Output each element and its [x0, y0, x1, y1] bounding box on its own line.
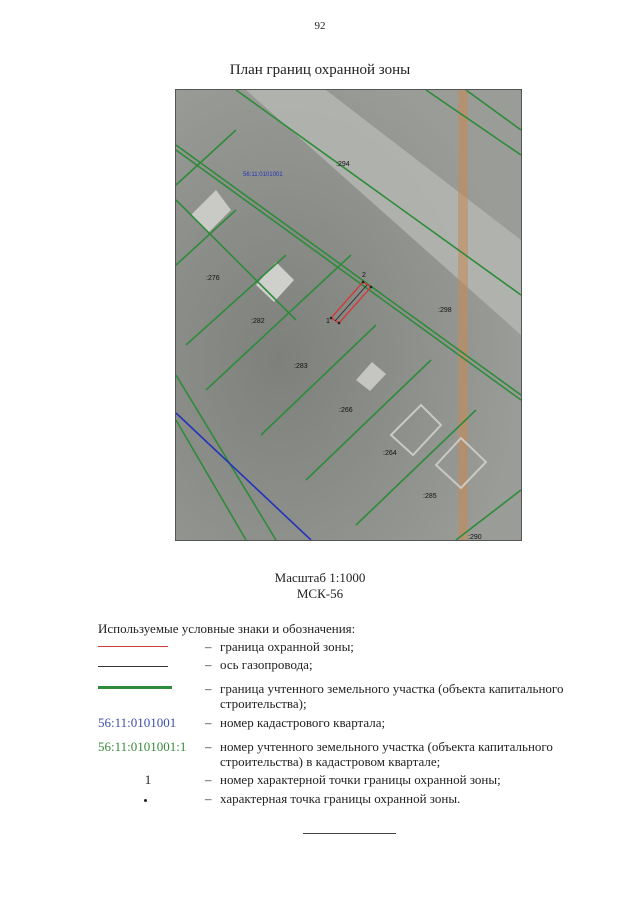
legend-dash: –: [205, 772, 212, 787]
parcel-label: :298: [438, 307, 452, 314]
aerial-map: [175, 89, 522, 541]
legend-dash: –: [205, 739, 212, 754]
parcel-label: :290: [468, 534, 482, 540]
zone-point: [362, 281, 365, 284]
parcel-label: :266: [339, 407, 353, 414]
legend-dash: –: [205, 657, 212, 672]
page-title: План границ охранной зоны: [229, 62, 411, 78]
orange-strip: [458, 90, 468, 540]
legend-text: номер учтенного земельного участка (объекта капитального строительства) в кадастровом квартале;: [220, 739, 553, 769]
black-line-symbol: [98, 666, 168, 667]
legend-text: граница учтенного земельного участка (объекта капитального строительства);: [220, 681, 564, 711]
legend-dash: –: [205, 639, 212, 654]
legend-dash: –: [205, 791, 212, 806]
scale-text: Масштаб 1:1000: [274, 570, 366, 585]
red-line-symbol: [98, 646, 168, 647]
parcel-label: :285: [423, 493, 437, 500]
quarter-label: 56:11:0101001: [243, 172, 283, 178]
coordinate-system: МСК-56: [296, 586, 344, 601]
legend-text: номер кадастрового квартала;: [220, 715, 386, 730]
parcel-label: :283: [294, 363, 308, 370]
legend-heading: Используемые условные знаки и обозначения:: [98, 621, 356, 636]
legend-text: граница охранной зоны;: [220, 639, 354, 654]
point-label: 2: [362, 272, 366, 279]
legend-dash: –: [205, 681, 212, 696]
parcel-label: :294: [336, 161, 350, 168]
legend-dash: –: [205, 715, 212, 730]
parcel-label: :264: [383, 450, 397, 457]
parcel-label: :282: [251, 318, 265, 325]
scale-block: [0, 570, 640, 602]
point-dot-symbol: [144, 799, 147, 802]
legend-text: номер характерной точки границы охранной зоны;: [220, 772, 501, 787]
zone-point: [338, 322, 341, 325]
legend-symbol: 1: [144, 772, 152, 787]
legend-text: ось газопровода;: [220, 657, 313, 672]
legend-symbol: 56:11:0101001:1: [98, 739, 187, 754]
bottom-rule: [303, 833, 396, 834]
point-label: 1: [326, 318, 330, 325]
legend-text: характерная точка границы охранной зоны.: [220, 791, 461, 806]
legend-symbol: 56:11:0101001: [98, 715, 177, 730]
zone-point: [370, 286, 373, 289]
map-canvas: [176, 90, 521, 540]
zone-point: [330, 317, 333, 320]
page-number: 92: [314, 20, 326, 32]
parcel-label: :276: [206, 275, 220, 282]
green-line-symbol: [98, 686, 172, 689]
